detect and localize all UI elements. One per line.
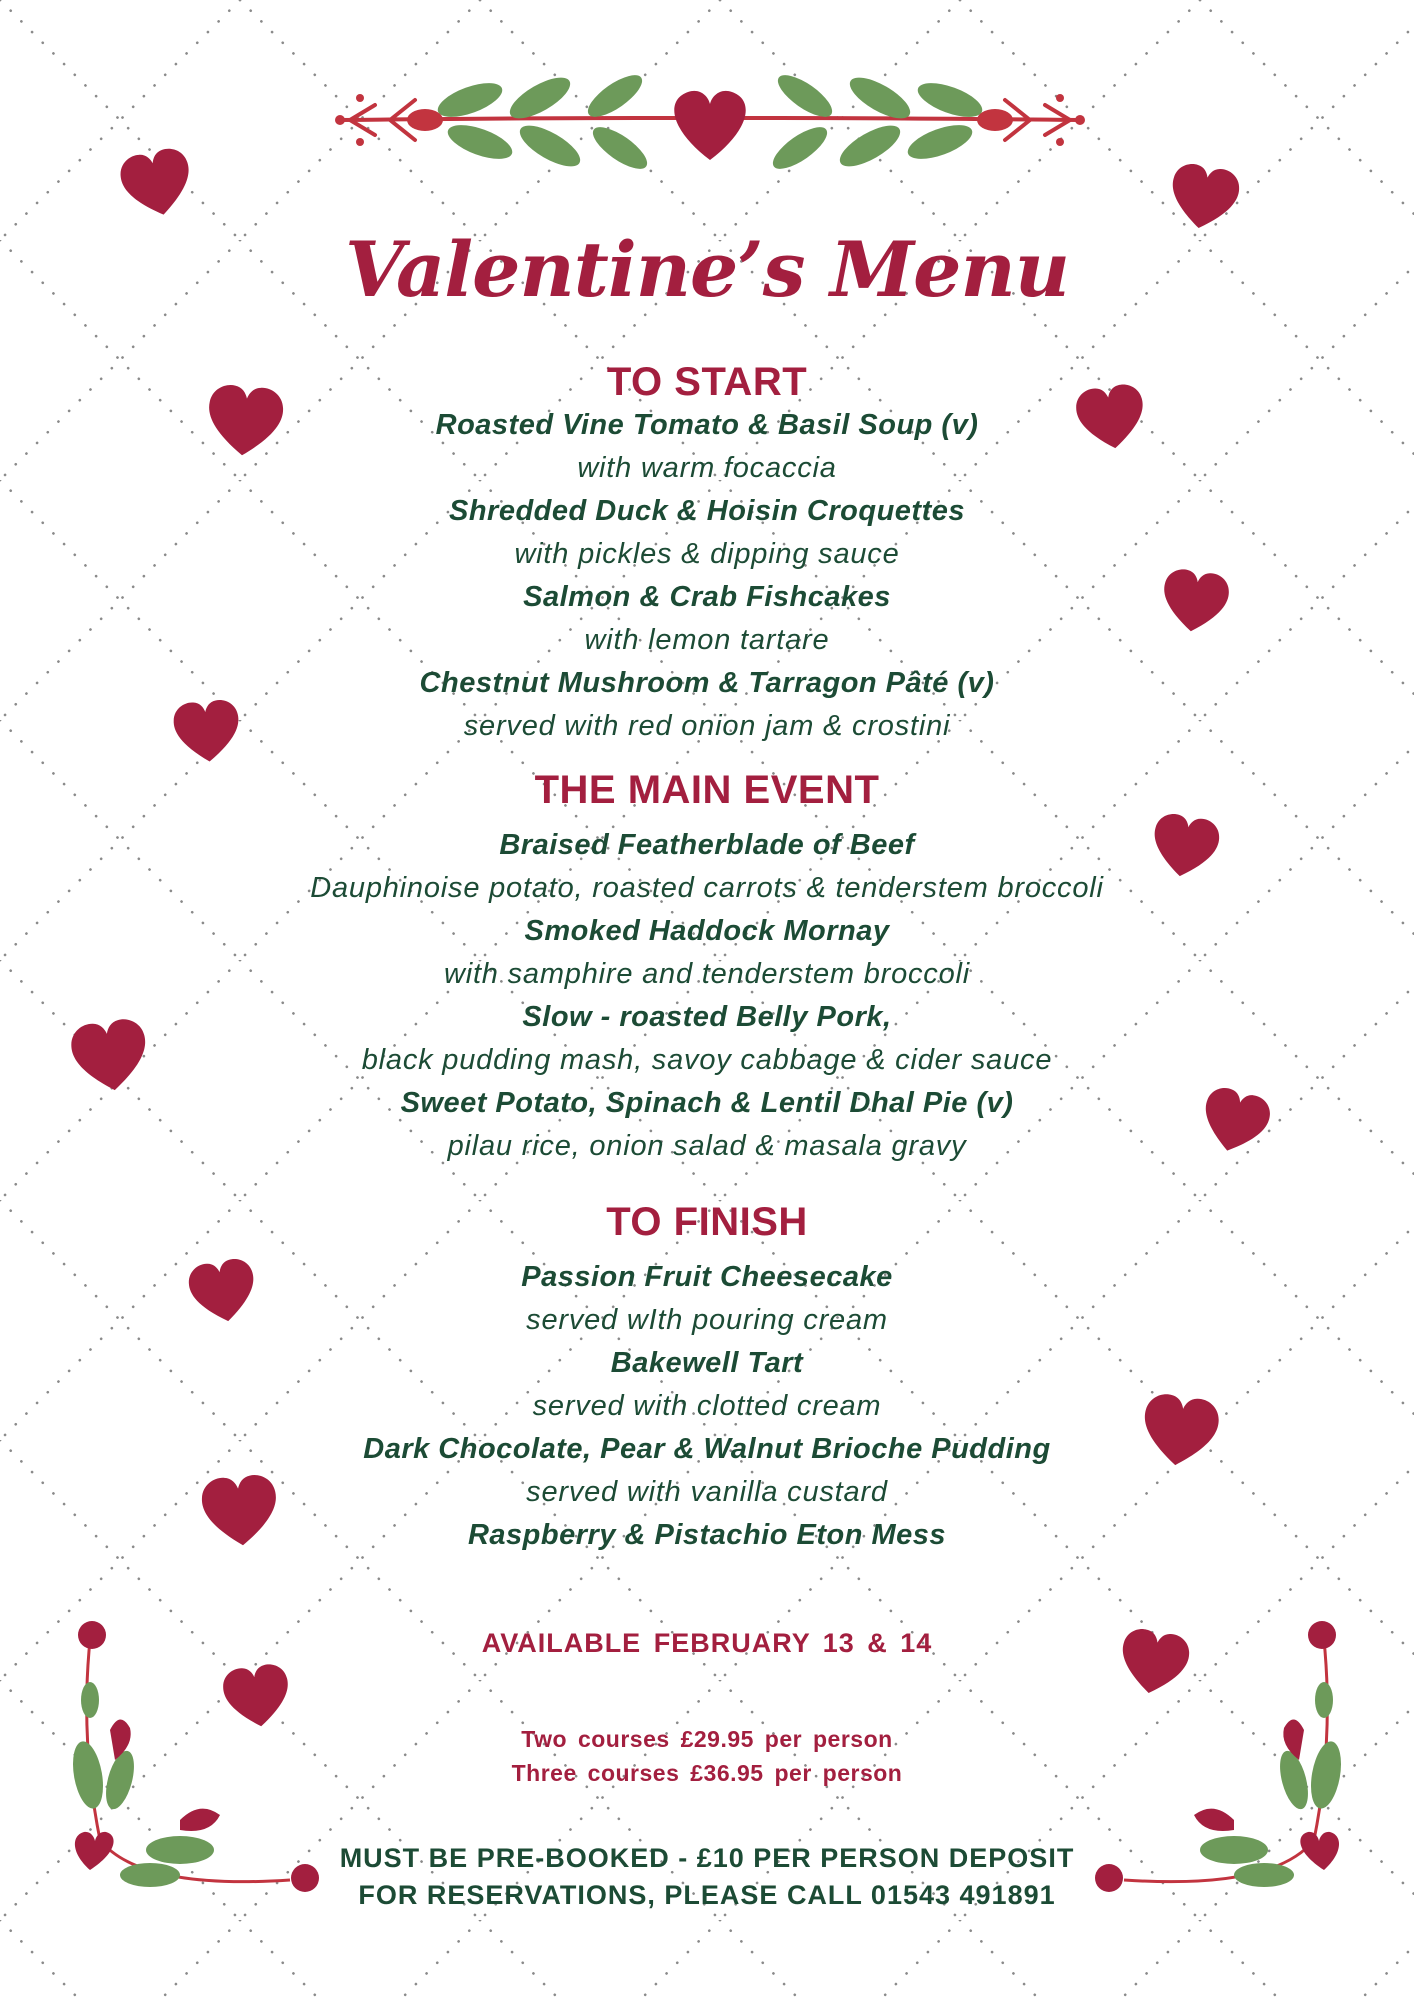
dish-description: with warm focaccia <box>577 452 837 484</box>
dish-name: Slow - roasted Belly Pork, <box>522 1001 892 1033</box>
menu-title: Valentine’s Menu <box>345 225 1069 314</box>
dish-description: black pudding mash, savoy cabbage & cider sauce <box>361 1044 1053 1076</box>
dish-name: Salmon & Crab Fishcakes <box>523 581 891 613</box>
dish-name: Chestnut Mushroom & Tarragon Pâté (v) <box>419 667 995 699</box>
dish-description: pilau rice, onion salad & masala gravy <box>447 1130 967 1162</box>
booking-info <box>0 1840 1414 1914</box>
dish-name: Dark Chocolate, Pear & Walnut Brioche Pudding <box>363 1433 1051 1465</box>
dish-description: with samphire and tenderstem broccoli <box>443 958 971 990</box>
deposit-notice: MUST BE PRE-BOOKED - £10 PER PERSON DEPOSIT <box>339 1843 1075 1873</box>
dish-name: Bakewell Tart <box>610 1347 804 1379</box>
dish-name: Shredded Duck & Hoisin Croquettes <box>448 495 965 527</box>
section-to-start <box>0 360 1414 748</box>
section-to-finish <box>0 1200 1414 1557</box>
dish-description: served wIth pouring cream <box>526 1304 888 1336</box>
dish-description: served with red onion jam & crostini <box>463 710 951 742</box>
dish-description: with pickles & dipping sauce <box>514 538 900 570</box>
dish-name: Roasted Vine Tomato & Basil Soup (v) <box>435 409 979 441</box>
section-heading: TO FINISH <box>606 1200 808 1244</box>
dish-name: Passion Fruit Cheesecake <box>521 1261 893 1293</box>
dish-description: Dauphinoise potato, roasted carrots & tenderstem broccoli <box>310 872 1104 904</box>
section-main-event <box>0 768 1414 1168</box>
dish-description: served with vanilla custard <box>526 1476 888 1508</box>
price-two-courses: Two courses £29.95 per person <box>521 1726 893 1752</box>
dish-name: Smoked Haddock Mornay <box>524 915 890 947</box>
dish-name: Raspberry & Pistachio Eton Mess <box>467 1519 947 1551</box>
pricing <box>0 1722 1414 1790</box>
dish-name: Sweet Potato, Spinach & Lentil Dhal Pie (v) <box>400 1087 1014 1119</box>
reservation-phone: FOR RESERVATIONS, PLEASE CALL 01543 491891 <box>358 1880 1056 1910</box>
dish-name: Braised Featherblade of Beef <box>499 829 915 861</box>
dish-description: served with clotted cream <box>532 1390 882 1422</box>
dish-description: with lemon tartare <box>584 624 830 656</box>
section-heading: TO START <box>606 360 808 404</box>
price-three-courses: Three courses £36.95 per person <box>511 1760 903 1786</box>
availability-dates: AVAILABLE FEBRUARY 13 & 14 <box>481 1628 933 1658</box>
section-heading: THE MAIN EVENT <box>534 768 880 812</box>
